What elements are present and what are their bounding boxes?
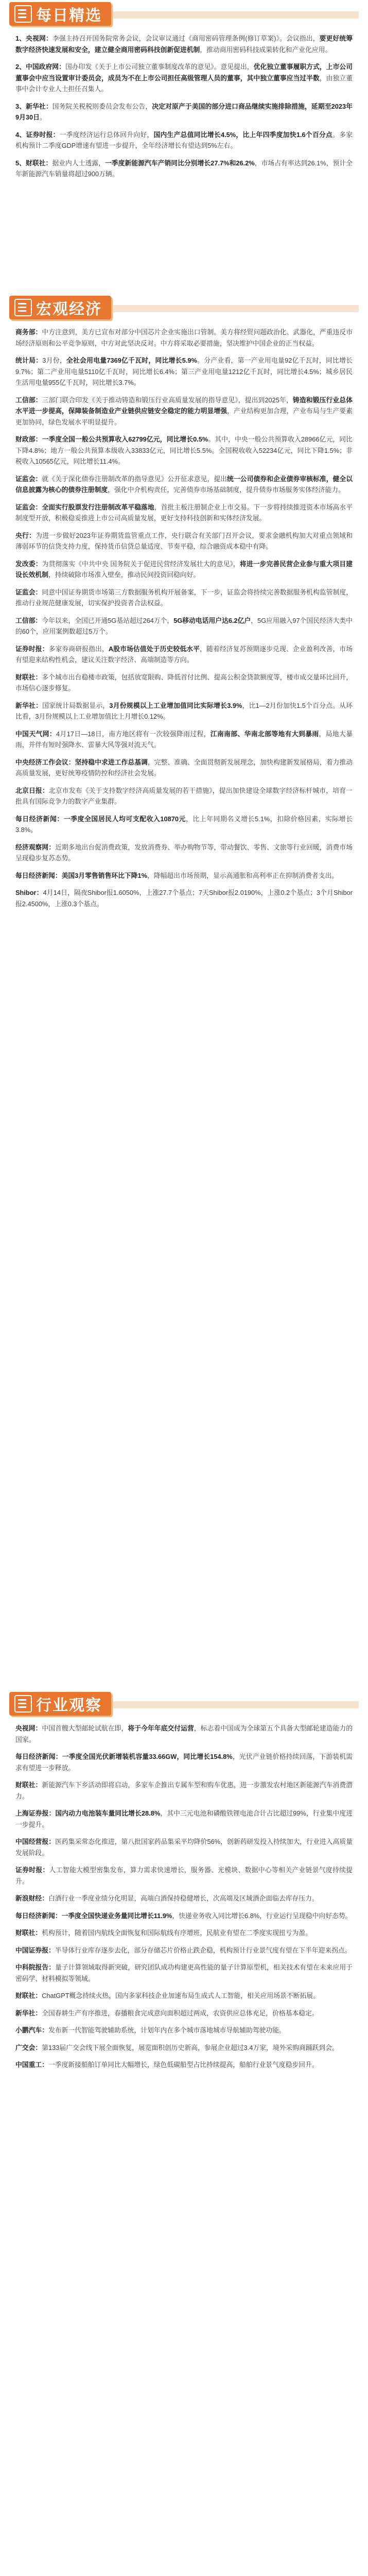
item-source: 财联社： — [15, 1929, 42, 1937]
item-source: 中国天气网： — [15, 730, 57, 738]
item-source: 每日经济新闻： — [15, 1753, 62, 1760]
news-item — [15, 355, 353, 388]
news-item — [15, 1780, 353, 1802]
item-source: 工信部： — [15, 396, 42, 404]
news-item — [15, 870, 353, 882]
item-highlight: 优化独立董事履职方式，上市公司董事会中应当设置审计委员会，成员为不在上市公司担任高级管理人员的董事，其中独立董事应当过半数 — [15, 63, 353, 82]
news-item — [15, 615, 353, 637]
item-tail: ，局地大暴雨，并伴有短时强降水、雷暴大风等强对流天气。 — [15, 730, 353, 749]
item-tail: 一季度新接船舶订单同比大幅增长，绿色低碳船型占比持续提高，船舶行业景气度稳步回升。 — [48, 2061, 319, 2069]
item-highlight: 5G移动电话用户达6.2亿户 — [173, 616, 251, 624]
item-tail: 机构预计，随着国内航线全面恢复和国际航线有序增班，民航业有望在二季度实现扭亏为盈。 — [42, 1929, 312, 1937]
item-highlight: 国内动力电池装车量同比增长28.8% — [55, 1809, 161, 1817]
item-highlight: 全面实行股票发行注册制改革平稳落地 — [42, 503, 154, 511]
item-tail: ，5G应用融入97个国民经济大类中的60个，应用案例数超过5万个。 — [15, 616, 353, 635]
section-title: 宏观经济 — [36, 300, 102, 318]
item-tail: ，其中三元电池和磷酸铁锂电池合计占比超过99%，行业集中度进一步提升。 — [15, 1809, 353, 1828]
item-tail: ，推动商用密码科技成果转化和产业化应用。 — [200, 45, 332, 54]
item-text: 多家券商研报指出， — [48, 645, 109, 653]
item-source: 证监会： — [15, 474, 42, 483]
item-tail: ，光伏产业链价格持续回落，下游装机需求有望进一步释放。 — [15, 1753, 353, 1772]
item-source: 财联社： — [15, 673, 42, 681]
item-tail: 医药集采常态化推进，第八批国家药品集采平均降价56%，创新药研发投入持续加大，行业进入高质量发展阶段。 — [15, 1838, 353, 1857]
news-item — [15, 728, 353, 751]
news-item — [15, 1836, 353, 1858]
item-text: 今年以来，全国已开通5G基站超过264万个， — [42, 616, 174, 624]
item-highlight: 要更好统筹数字经济快速发展和安全，建立健全商用密码科技创新促进机制 — [15, 35, 353, 54]
news-item — [15, 587, 353, 609]
item-source: 中央经济工作会议： — [15, 758, 75, 766]
item-source: 央视网： — [26, 35, 52, 42]
item-text: 为贯彻落实《中共中央 国务院关于促进民营经济发展壮大的意见》， — [42, 560, 240, 568]
news-item — [15, 327, 353, 349]
section-daily — [0, 0, 368, 186]
news-item — [15, 1962, 353, 1984]
item-tail: 。 — [39, 113, 46, 121]
item-highlight: 全社会用电量7369亿千瓦时，同比增长5.9% — [66, 357, 197, 364]
section-body — [0, 33, 368, 180]
section-title: 行业观察 — [36, 1697, 102, 1715]
item-source: 证券时报： — [15, 1866, 49, 1874]
news-item — [15, 1865, 353, 1887]
item-highlight: 一季度全国光伏新增装机容量33.66GW，同比增长154.8% — [62, 1753, 233, 1760]
news-item — [15, 1910, 353, 1922]
item-source: 发改委： — [15, 560, 42, 568]
item-source: 新华社： — [15, 701, 43, 709]
item-source: 每日经济新闻： — [15, 871, 62, 879]
item-text: 北京市发布《关于支持数字经济高质量发展的若干措施》， — [48, 786, 219, 794]
news-item — [15, 814, 353, 836]
item-number: 5、 — [15, 159, 26, 167]
item-source: 新华社： — [26, 102, 52, 110]
item-tail: 。多家机构预计二季度GDP增速有望进一步提升，全年经济增长有望达到5%左右。 — [15, 130, 353, 149]
item-tail: 下一步，证监会将持续完善数据服务机构监管制度，推动行业规范健康发展，切实保护投资者合法权益。 — [15, 588, 353, 607]
item-highlight: 江南南部、华南北部等地有大到暴雨 — [210, 730, 319, 738]
item-tail: ，市场占有率达到26.1%，预计全年新能源汽车销量将超过900万辆。 — [15, 159, 353, 178]
news-item — [15, 700, 353, 722]
item-tail: 。分产业看，第一产业用电量92亿千瓦时，同比增长9.7%；第二产业用电量5110亿千瓦时，同比增长6.4%；第三产业用电量1212亿千瓦时，同比增长4.5%；城乡居民生活用电量955亿千瓦时，同比增长3.7%。 — [15, 357, 353, 386]
document-icon — [14, 5, 32, 23]
section-body — [0, 327, 368, 909]
news-item — [15, 2008, 353, 2019]
section-header — [0, 1690, 368, 1719]
news-item — [15, 61, 353, 95]
item-tail: ，强化中介机构责任，完善债券市场基础制度，提升债券市场服务实体经济能力。 — [108, 486, 345, 494]
item-text: 据业内人士透露， — [52, 159, 105, 167]
item-source: 央行： — [15, 531, 36, 539]
news-item — [15, 1945, 353, 1956]
item-tail: ，降幅超出市场预期，显示高通胀和高利率正在抑制消费者支出。 — [147, 871, 339, 879]
item-text: 中国首艘大型邮轮试航在即， — [42, 1724, 128, 1732]
item-source: 财联社： — [15, 1992, 42, 1999]
item-source: 商务部： — [15, 328, 42, 336]
item-source: 中科院报告： — [15, 1963, 56, 1971]
section-macro — [0, 294, 368, 916]
item-source: 中国经营报： — [15, 1838, 56, 1845]
item-tail: ，由独立董事中会计专业人士担任召集人。 — [15, 74, 353, 93]
news-item — [15, 1808, 353, 1830]
item-tail: ，首批主板注册制企业上市交易。下一步将持续推进资本市场高水平制度型开放，积极稳妥推进上市公司高质量发展，更好支持科技创新和实体经济发展。 — [15, 503, 353, 522]
item-text: 国办印发《关于上市公司独立董事制度改革的意见》。意见提出， — [65, 63, 254, 71]
item-tail: 多个城市出台稳楼市政策，包括放宽限购、降低首付比例、提高公积金贷款额度等，楼市成交量环比回升，市场信心逐步修复。 — [15, 673, 353, 692]
item-highlight: 国内生产总值同比增长4.5%，比上年四季度加快1.6个百分点 — [153, 130, 333, 139]
section-header — [0, 294, 368, 323]
item-source: 工信部： — [15, 616, 42, 624]
news-item — [15, 558, 353, 581]
news-item — [15, 785, 353, 807]
item-text: 新能源汽车下乡活动即将启动， — [42, 1781, 135, 1789]
item-source: 新浪财经： — [15, 1894, 48, 1902]
section-header — [0, 0, 368, 29]
news-item — [15, 1723, 353, 1745]
item-tail: 多家车企推出专属车型和购车优惠，进一步激发农村地区新能源汽车消费潜力。 — [15, 1781, 353, 1800]
news-item — [15, 887, 353, 909]
item-source: 新华社： — [15, 2009, 42, 2017]
news-item — [15, 672, 353, 694]
item-tail: 。其中，中央一般公共预算收入28966亿元，同比下降4.8%；地方一般公共预算本级收入33833亿元，同比增长5.5%。全国税收收入52234亿元，同比下降1.5%；非税收入10565亿元，同比增长11.4%。 — [15, 435, 353, 465]
item-text: 国务院关税税则委员会发布公告， — [52, 102, 152, 110]
news-item — [15, 395, 353, 428]
item-source: 财联社： — [15, 1781, 42, 1789]
news-item — [15, 757, 353, 779]
item-number: 3、 — [15, 102, 26, 110]
item-highlight: 统一公司债券和企业债券审核标准，健全以信息披露为核心的债券注册制度 — [15, 474, 353, 494]
item-tail: 人工智能大模型密集发布，算力需求快速增长，服务器、光模块、数据中心等相关产业链景气度持续提升。 — [15, 1866, 353, 1885]
item-tail: 量子计算领域取得新突破，研究团队成功构建更高性能的量子计算原型机，相关技术有望在未来应用于密码学、材料模拟等领域。 — [15, 1963, 353, 1982]
news-item — [15, 1893, 353, 1904]
item-highlight: 一季度新能源汽车产销同比分别增长27.7%和26.2% — [104, 159, 255, 167]
item-tail: 4月14日，隔夜Shibor报1.6050%，上涨27.7个基点；7天Shibor报2.0190%，上涨0.2个基点；3个月Shibor报2.4500%，上涨0.3个基点。 — [15, 889, 353, 908]
item-number: 2、 — [15, 63, 26, 71]
news-item — [15, 2059, 353, 2071]
item-source: 北京日报： — [15, 786, 49, 794]
news-item — [15, 473, 353, 496]
item-tail: ，比1—2月份加快1.5个百分点。从环比看，3月份规模以上工业增加值比上月增长0.12%。 — [15, 701, 353, 720]
section-industry — [0, 1690, 368, 2077]
item-highlight: A股市场估值处于历史较低水平 — [108, 645, 200, 653]
item-highlight: 一季度全国快递业务量同比增长11.9% — [61, 1911, 172, 1920]
item-tail: ，标志着中国成为全球第五个具备大型邮轮建造能力的国家。 — [15, 1724, 353, 1743]
news-item — [15, 129, 353, 151]
item-source: 小鹏汽车： — [15, 2026, 48, 2034]
section-title-badge — [9, 296, 111, 319]
item-number: 1、 — [15, 35, 26, 42]
item-source: 中国政府网： — [25, 63, 65, 71]
item-highlight: 将进一步完善民营企业参与重大项目建设长效机制 — [15, 560, 353, 579]
item-source: 广交会： — [15, 2043, 42, 2052]
item-text: 三部门联合印发《关于推动铸造和锻压行业高质量发展的指导意见》，提出到2025年， — [42, 396, 293, 404]
item-text: 就《关于深化债券注册制改革的指导意见》公开征求意见，提出 — [42, 474, 227, 483]
item-highlight: 一季度全国一般公共预算收入62799亿元，同比增长0.5% — [42, 435, 208, 443]
item-highlight: 美国3月零售销售环比下降1% — [61, 871, 147, 879]
item-tail: ，随着经济复苏预期逐步兑现、企业盈利改善，市场有望迎来结构性机会，建议关注数字经济、高端制造等方向。 — [15, 645, 353, 664]
news-item — [15, 2025, 353, 2036]
news-item — [15, 101, 353, 123]
item-highlight: 决定对原产于美国的部分进口商品继续实施排除措施，延期至2023年9月30日 — [15, 102, 353, 121]
news-item — [15, 33, 353, 55]
item-tail: 发布新一代智能驾驶辅助系统，计划年内在多个城市落地城市导航辅助驾驶功能。 — [48, 2026, 286, 2034]
section-body — [0, 1723, 368, 2071]
item-source: 上海证券报： — [15, 1809, 56, 1817]
item-tail: ，产业结构更加合理，产业布局与生产要素更加协同，绿色发展水平明显提升。 — [15, 407, 353, 426]
item-tail: 第133届广交会线下展全面恢复，展览面积创历史新高，参展企业超过3.4万家，境外采购商踊跃到会。 — [42, 2043, 339, 2052]
item-tail: 提出加快建设全球数字经济标杆城市，培育一批具有国际竞争力的数字产业集群。 — [15, 786, 353, 805]
item-source: 经济观察网： — [15, 843, 56, 851]
item-text: 一季度经济运行总体回升向好， — [59, 130, 154, 139]
item-source: 每日经济新闻： — [15, 1911, 62, 1920]
item-source: 统计局： — [15, 357, 43, 364]
chart-icon — [14, 299, 32, 316]
item-source: 证监会： — [15, 503, 42, 511]
item-source: 财联社： — [25, 159, 52, 167]
item-highlight: 将于今年年底交付运营 — [128, 1724, 194, 1732]
item-tail: 中方注意到，美方已宣布对部分中国芯片企业实施出口管制。美方将经贸问题政治化、武器化，严重违反市场经济原则和公平竞争原则，中方对此坚决反对。中方将采取必要措施，坚决维护中国企业的正当权益。 — [15, 328, 353, 347]
section-title-badge — [9, 2, 111, 26]
item-tail: 半导体行业库存逐步去化，部分存储芯片价格止跌企稳，机构预计行业景气度有望在下半年迎来拐点。 — [55, 1946, 352, 1954]
item-source: 央视网： — [15, 1724, 42, 1732]
item-source: 证券时报： — [26, 130, 60, 139]
item-source: 证监会： — [15, 588, 42, 596]
item-text: 3月份， — [42, 357, 66, 364]
item-number: 4、 — [15, 130, 26, 139]
item-text: 李强主持召开国务院常务会议，会议审议通过《商用密码管理条例(修订草案)》。会议指出， — [52, 35, 320, 42]
item-tail: 近期多地出台促消费政策，发放消费券、举办购物节等，带动餐饮、零售、文旅等行业回暖，消费市场呈现稳步复苏态势。 — [15, 843, 353, 862]
item-text: 4月17日—18日，南方地区将有一次较强降雨过程， — [56, 730, 211, 738]
news-item — [15, 842, 353, 864]
item-tail: 全国春耕生产有序推进，春播粮食完成意向面积超过两成，农资供应总体充足，价格基本稳定。 — [42, 2009, 319, 2017]
item-tail: ，完整、准确、全面贯彻新发展理念，加快构建新发展格局，着力推动高质量发展，更好统筹疫情防控和经济社会发展。 — [15, 758, 353, 777]
item-tail: ，快递业务收入同比增长6.8%，行业运行呈现稳中向好态势。 — [172, 1911, 352, 1920]
item-tail: ，持续破除市场准入壁垒，推动民间投资回稳向好。 — [48, 571, 200, 579]
section-title: 每日精选 — [36, 7, 102, 25]
item-highlight: 坚持稳中求进工作总基调 — [75, 758, 148, 766]
news-item — [15, 1927, 353, 1939]
news-item — [15, 434, 353, 467]
news-item — [15, 1751, 353, 1773]
item-tail: 央行联合有关部门召开会议，要求金融机构加大对重点领域和薄弱环节的信贷支持力度，保持货币信贷总量适度、节奏平稳，综合融资成本稳中有降。 — [15, 531, 353, 550]
section-title-badge — [9, 1692, 111, 1716]
item-source: 财政部： — [15, 435, 42, 443]
item-text: 国家统计局数据显示， — [42, 701, 110, 709]
item-text: 同意中国证券期货市场第三方数据服务机构开展备案， — [42, 588, 201, 596]
item-highlight: 铸造和锻压行业总体水平进一步提高，保障装备制造业产业链供应链安全稳定的能力明显增强 — [15, 396, 353, 415]
item-source: 证券时报： — [15, 645, 49, 653]
item-source: 中国证券报： — [15, 1946, 55, 1954]
news-item — [15, 643, 353, 666]
news-item — [15, 2042, 353, 2054]
news-item — [15, 530, 353, 552]
item-highlight: 3月份规模以上工业增加值同比实际增长3.9% — [109, 701, 242, 709]
news-item — [15, 502, 353, 524]
item-source: 每日经济新闻： — [15, 815, 64, 823]
news-item — [15, 1990, 353, 2002]
item-tail: 白酒行业一季度业绩分化明显，高端白酒保持稳健增长，次高端及区域酒企面临去库存压力。 — [48, 1894, 319, 1902]
item-tail: ，比上年同期名义增长5.1%，扣除价格因素，实际增长3.8%。 — [15, 815, 353, 834]
item-tail: ChatGPT概念持续火热，国内多家科技企业加速布局生成式人工智能，相关应用场景不断拓展。 — [42, 1992, 320, 1999]
item-text: 为进一步做好2023年证券期货监管重点工作， — [36, 531, 171, 539]
search-icon — [14, 1695, 32, 1713]
news-item — [15, 158, 353, 180]
item-highlight: 一季度全国居民人均可支配收入10870元 — [63, 815, 186, 823]
item-source: 中国重工： — [15, 2061, 48, 2069]
item-source: Shibor： — [15, 889, 43, 896]
